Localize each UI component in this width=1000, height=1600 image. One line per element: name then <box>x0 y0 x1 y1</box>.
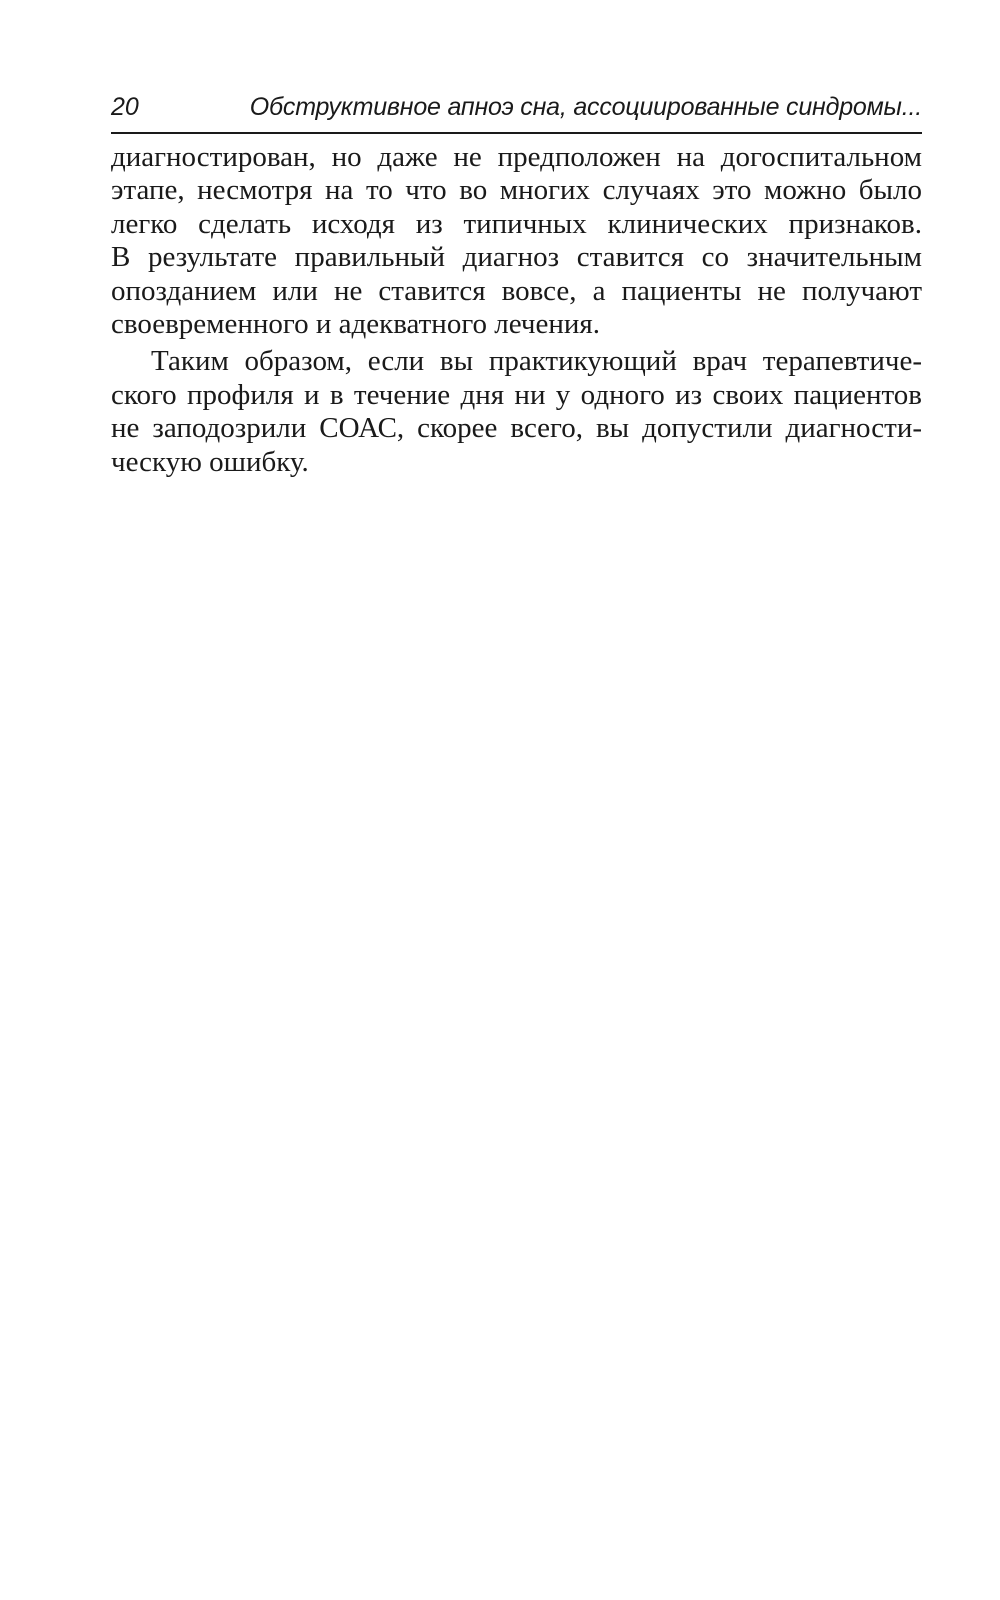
text-line: диагностирован, но даже не предположен на догоспитальном <box>111 141 922 173</box>
page-header <box>111 88 922 134</box>
text-line: легко сделать исходя из типичных клинических признаков. <box>111 207 922 240</box>
text-line: ского профиля и в течение дня ни у одного из своих пациентов <box>111 378 922 411</box>
text-line: не заподозрили СОАС, скорее всего, вы допустили диагности- <box>111 412 922 445</box>
text-line: этапе, несмотря на то что во многих случаях это можно было <box>111 174 922 207</box>
text-line: опозданием или не ставится вовсе, а пациенты не получают <box>111 274 922 307</box>
page-number: 20 <box>111 93 139 121</box>
body-text <box>111 141 922 479</box>
text-line: В результате правильный диагноз ставится со значительным <box>111 241 922 274</box>
text-line: ческую ошибку. <box>111 445 309 478</box>
running-title: Обструктивное апноэ сна, ассоциированные синдромы... <box>249 93 922 121</box>
text-line: своевременного и адекватного лечения. <box>111 308 600 341</box>
paragraph <box>111 141 922 341</box>
text-line: Таким образом, если вы практикующий врач терапевтиче- <box>151 345 922 378</box>
paragraph <box>111 345 922 479</box>
